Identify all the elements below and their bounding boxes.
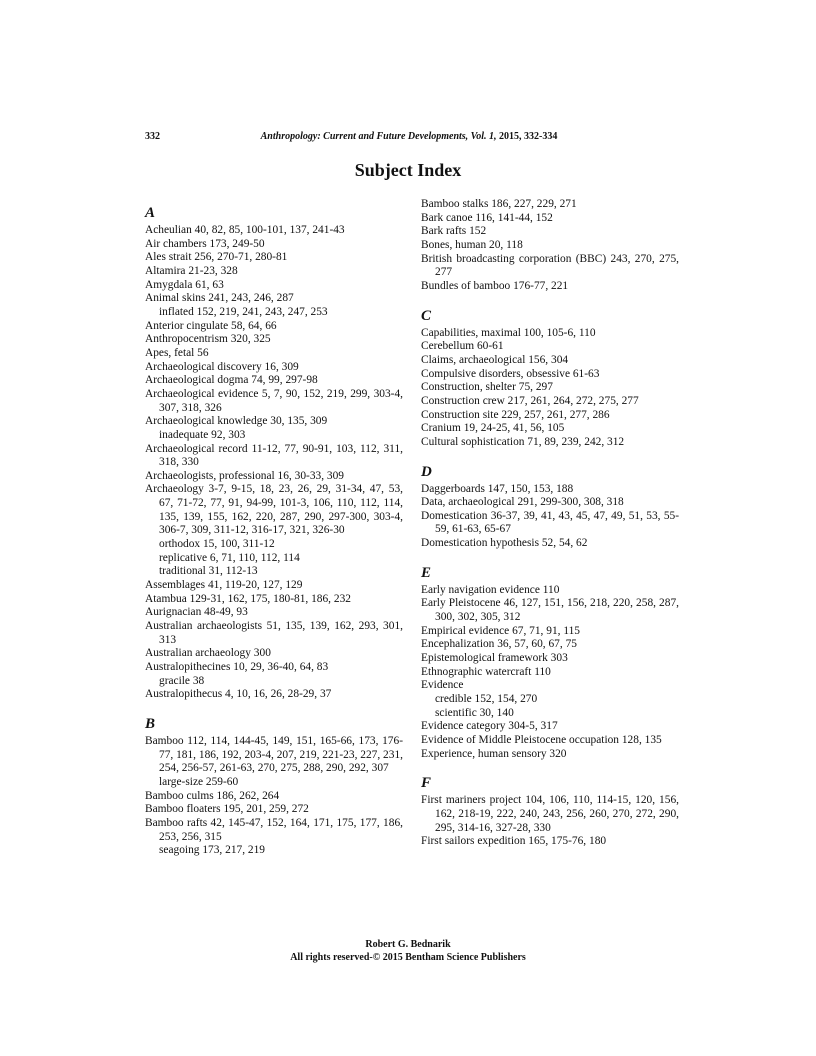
index-entry: Bamboo floaters 195, 201, 259, 272	[145, 803, 309, 816]
index-subentry: inadequate 92, 303	[159, 428, 246, 441]
index-entry: Atambua 129-31, 162, 175, 180-81, 186, 232	[145, 592, 351, 605]
index-section-d	[421, 463, 679, 551]
index-section-c	[421, 307, 679, 450]
index-subentry: orthodox 15, 100, 311-12	[159, 538, 275, 551]
index-entry: Archaeological discovery 16, 309	[145, 360, 299, 373]
index-entry: Construction crew 217, 261, 264, 272, 275, 277	[421, 394, 639, 407]
section-letter-heading: A	[145, 205, 156, 221]
index-entry: Archaeological evidence 5, 7, 90, 152, 219, 299, 303-4, 307, 318, 326	[145, 387, 403, 414]
index-entry: Daggerboards 147, 150, 153, 188	[421, 482, 574, 495]
section-letter-heading: E	[421, 564, 432, 581]
footer-copyright: All rights reserved-© 2015 Bentham Science Publishers	[290, 952, 526, 963]
index-subentry: large-size 259-60	[159, 775, 239, 788]
index-entry: Evidence category 304-5, 317	[421, 720, 558, 733]
footer-author: Robert G. Bednarik	[365, 939, 451, 950]
index-entry: Ales strait 256, 270-71, 280-81	[145, 251, 288, 264]
index-entry: Aurignacian 48-49, 93	[145, 606, 248, 619]
index-entry: Archaeological dogma 74, 99, 297-98	[145, 374, 318, 387]
index-entry: Altamira 21-23, 328	[145, 264, 238, 277]
journal-year-pages: 2015, 332-334	[496, 131, 558, 142]
index-entry: Epistemological framework 303	[421, 652, 568, 665]
page-number: 332	[145, 131, 160, 142]
index-entry: Early Pleistocene 46, 127, 151, 156, 218, 220, 258, 287, 300, 302, 305, 312	[421, 597, 679, 624]
index-entry: Bark rafts 152	[421, 225, 487, 238]
index-entry: Archaeologists, professional 16, 30-33, 309	[145, 469, 344, 482]
index-entry: Empirical evidence 67, 71, 91, 115	[421, 624, 581, 637]
index-entry: Capabilities, maximal 100, 105-6, 110	[421, 326, 596, 339]
index-entry: Assemblages 41, 119-20, 127, 129	[145, 579, 303, 592]
journal-title: Anthropology: Current and Future Developments, Vol. 1,	[260, 131, 497, 142]
index-entry: Animal skins 241, 243, 246, 287	[145, 292, 294, 305]
index-subentry: credible 152, 154, 270	[435, 693, 538, 706]
index-entry: Archaeology 3-7, 9-15, 18, 23, 26, 29, 31-34, 47, 53, 67, 71-72, 77, 91, 94-99, 101-3, 106, 110, 112, 114, 135, 139, 155, 162, 220, 287, 290, 297-300, 303-4, 306-7, 309, 311-12, 316-17, 321, 326-30	[145, 483, 403, 537]
index-subentry: gracile 38	[159, 674, 205, 687]
index-entry: Archaeological knowledge 30, 135, 309	[145, 415, 328, 428]
index-entry: Cranium 19, 24-25, 41, 56, 105	[421, 422, 565, 435]
index-entry: Construction site 229, 257, 261, 277, 286	[421, 408, 610, 421]
index-subentry: traditional 31, 112-13	[159, 565, 258, 578]
index-entry: Anterior cingulate 58, 64, 66	[145, 319, 277, 332]
section-letter-heading: D	[421, 463, 432, 480]
index-entry: Australian archaeology 300	[145, 647, 271, 660]
index-entry: Air chambers 173, 249-50	[145, 237, 265, 250]
index-entry: Australopithecines 10, 29, 36-40, 64, 83	[145, 661, 329, 673]
index-entry: Archaeological record 11-12, 77, 90-91, 103, 112, 311, 318, 330	[145, 442, 403, 469]
index-entry: Anthropocentrism 320, 325	[145, 333, 271, 346]
index-entry: Bamboo rafts 42, 145-47, 152, 164, 171, 175, 177, 186, 253, 256, 315	[145, 816, 403, 843]
index-entry: Bark canoe 116, 141-44, 152	[421, 211, 553, 224]
index-entry: Australian archaeologists 51, 135, 139, 162, 293, 301, 313	[145, 620, 403, 646]
index-entry: Apes, fetal 56	[145, 346, 209, 359]
index-entry: Claims, archaeological 156, 304	[421, 353, 569, 366]
index-entry: Bamboo 112, 114, 144-45, 149, 151, 165-66, 173, 176-77, 181, 186, 192, 203-4, 207, 219, 221-23, 227, 231, 254, 256-57, 261-63, 270, 275, 288, 290, 292, 307	[145, 734, 403, 775]
index-entry: Bamboo stalks 186, 227, 229, 271	[421, 198, 577, 210]
index-section-a	[145, 204, 403, 702]
index-entry: Domestication hypothesis 52, 54, 62	[421, 537, 588, 550]
index-entry: Ethnographic watercraft 110	[421, 665, 551, 678]
index-section-e	[421, 564, 679, 762]
index-entry: Cultural sophistication 71, 89, 239, 242, 312	[421, 435, 625, 448]
section-letter-heading: B	[145, 715, 156, 732]
index-entry: British broadcasting corporation (BBC) 243, 270, 275, 277	[421, 252, 679, 279]
index-entry: Compulsive disorders, obsessive 61-63	[421, 367, 600, 380]
index-entry: Construction, shelter 75, 297	[421, 381, 553, 394]
index-column-right	[421, 198, 679, 849]
index-section-continued	[421, 198, 679, 294]
index-entry: Australopithecus 4, 10, 16, 26, 28-29, 37	[145, 688, 332, 701]
index-entry: First mariners project 104, 106, 110, 114-15, 120, 156, 162, 218-19, 222, 240, 243, 256, 260, 270, 272, 290, 295, 314-16, 327-28, 330	[421, 794, 679, 834]
index-entry: Encephalization 36, 57, 60, 67, 75	[421, 638, 577, 651]
index-entry: Bones, human 20, 118	[421, 238, 523, 251]
index-entry: Bundles of bamboo 176-77, 221	[421, 279, 569, 292]
journal-citation	[145, 131, 673, 142]
index-column-left	[145, 204, 403, 858]
index-entry: Evidence	[421, 679, 464, 692]
index-entry: Data, archaeological 291, 299-300, 308, 318	[421, 496, 624, 509]
index-entry: Domestication 36-37, 39, 41, 43, 45, 47, 49, 51, 53, 55-59, 61-63, 65-67	[421, 509, 679, 536]
index-entry: Amygdala 61, 63	[145, 278, 224, 291]
index-entry: Evidence of Middle Pleistocene occupation 128, 135	[421, 734, 662, 746]
index-subentry: replicative 6, 71, 110, 112, 114	[159, 551, 300, 564]
index-entry: Experience, human sensory 320	[421, 747, 567, 760]
index-section-f	[421, 774, 679, 849]
index-subentry: scientific 30, 140	[435, 706, 514, 719]
section-letter-heading: F	[421, 775, 432, 792]
index-subentry: seagoing 173, 217, 219	[159, 844, 265, 857]
index-entry: First sailors expedition 165, 175-76, 180	[421, 835, 607, 848]
index-section-b	[145, 715, 403, 858]
index-entry: Early navigation evidence 110	[421, 583, 560, 596]
section-letter-heading: C	[421, 307, 432, 324]
page-title: Subject Index	[354, 160, 462, 180]
index-subentry: inflated 152, 219, 241, 243, 247, 253	[159, 305, 328, 318]
index-entry: Cerebellum 60-61	[421, 340, 504, 353]
index-entry: Acheulian 40, 82, 85, 100-101, 137, 241-43	[145, 224, 345, 236]
index-entry: Bamboo culms 186, 262, 264	[145, 789, 280, 802]
